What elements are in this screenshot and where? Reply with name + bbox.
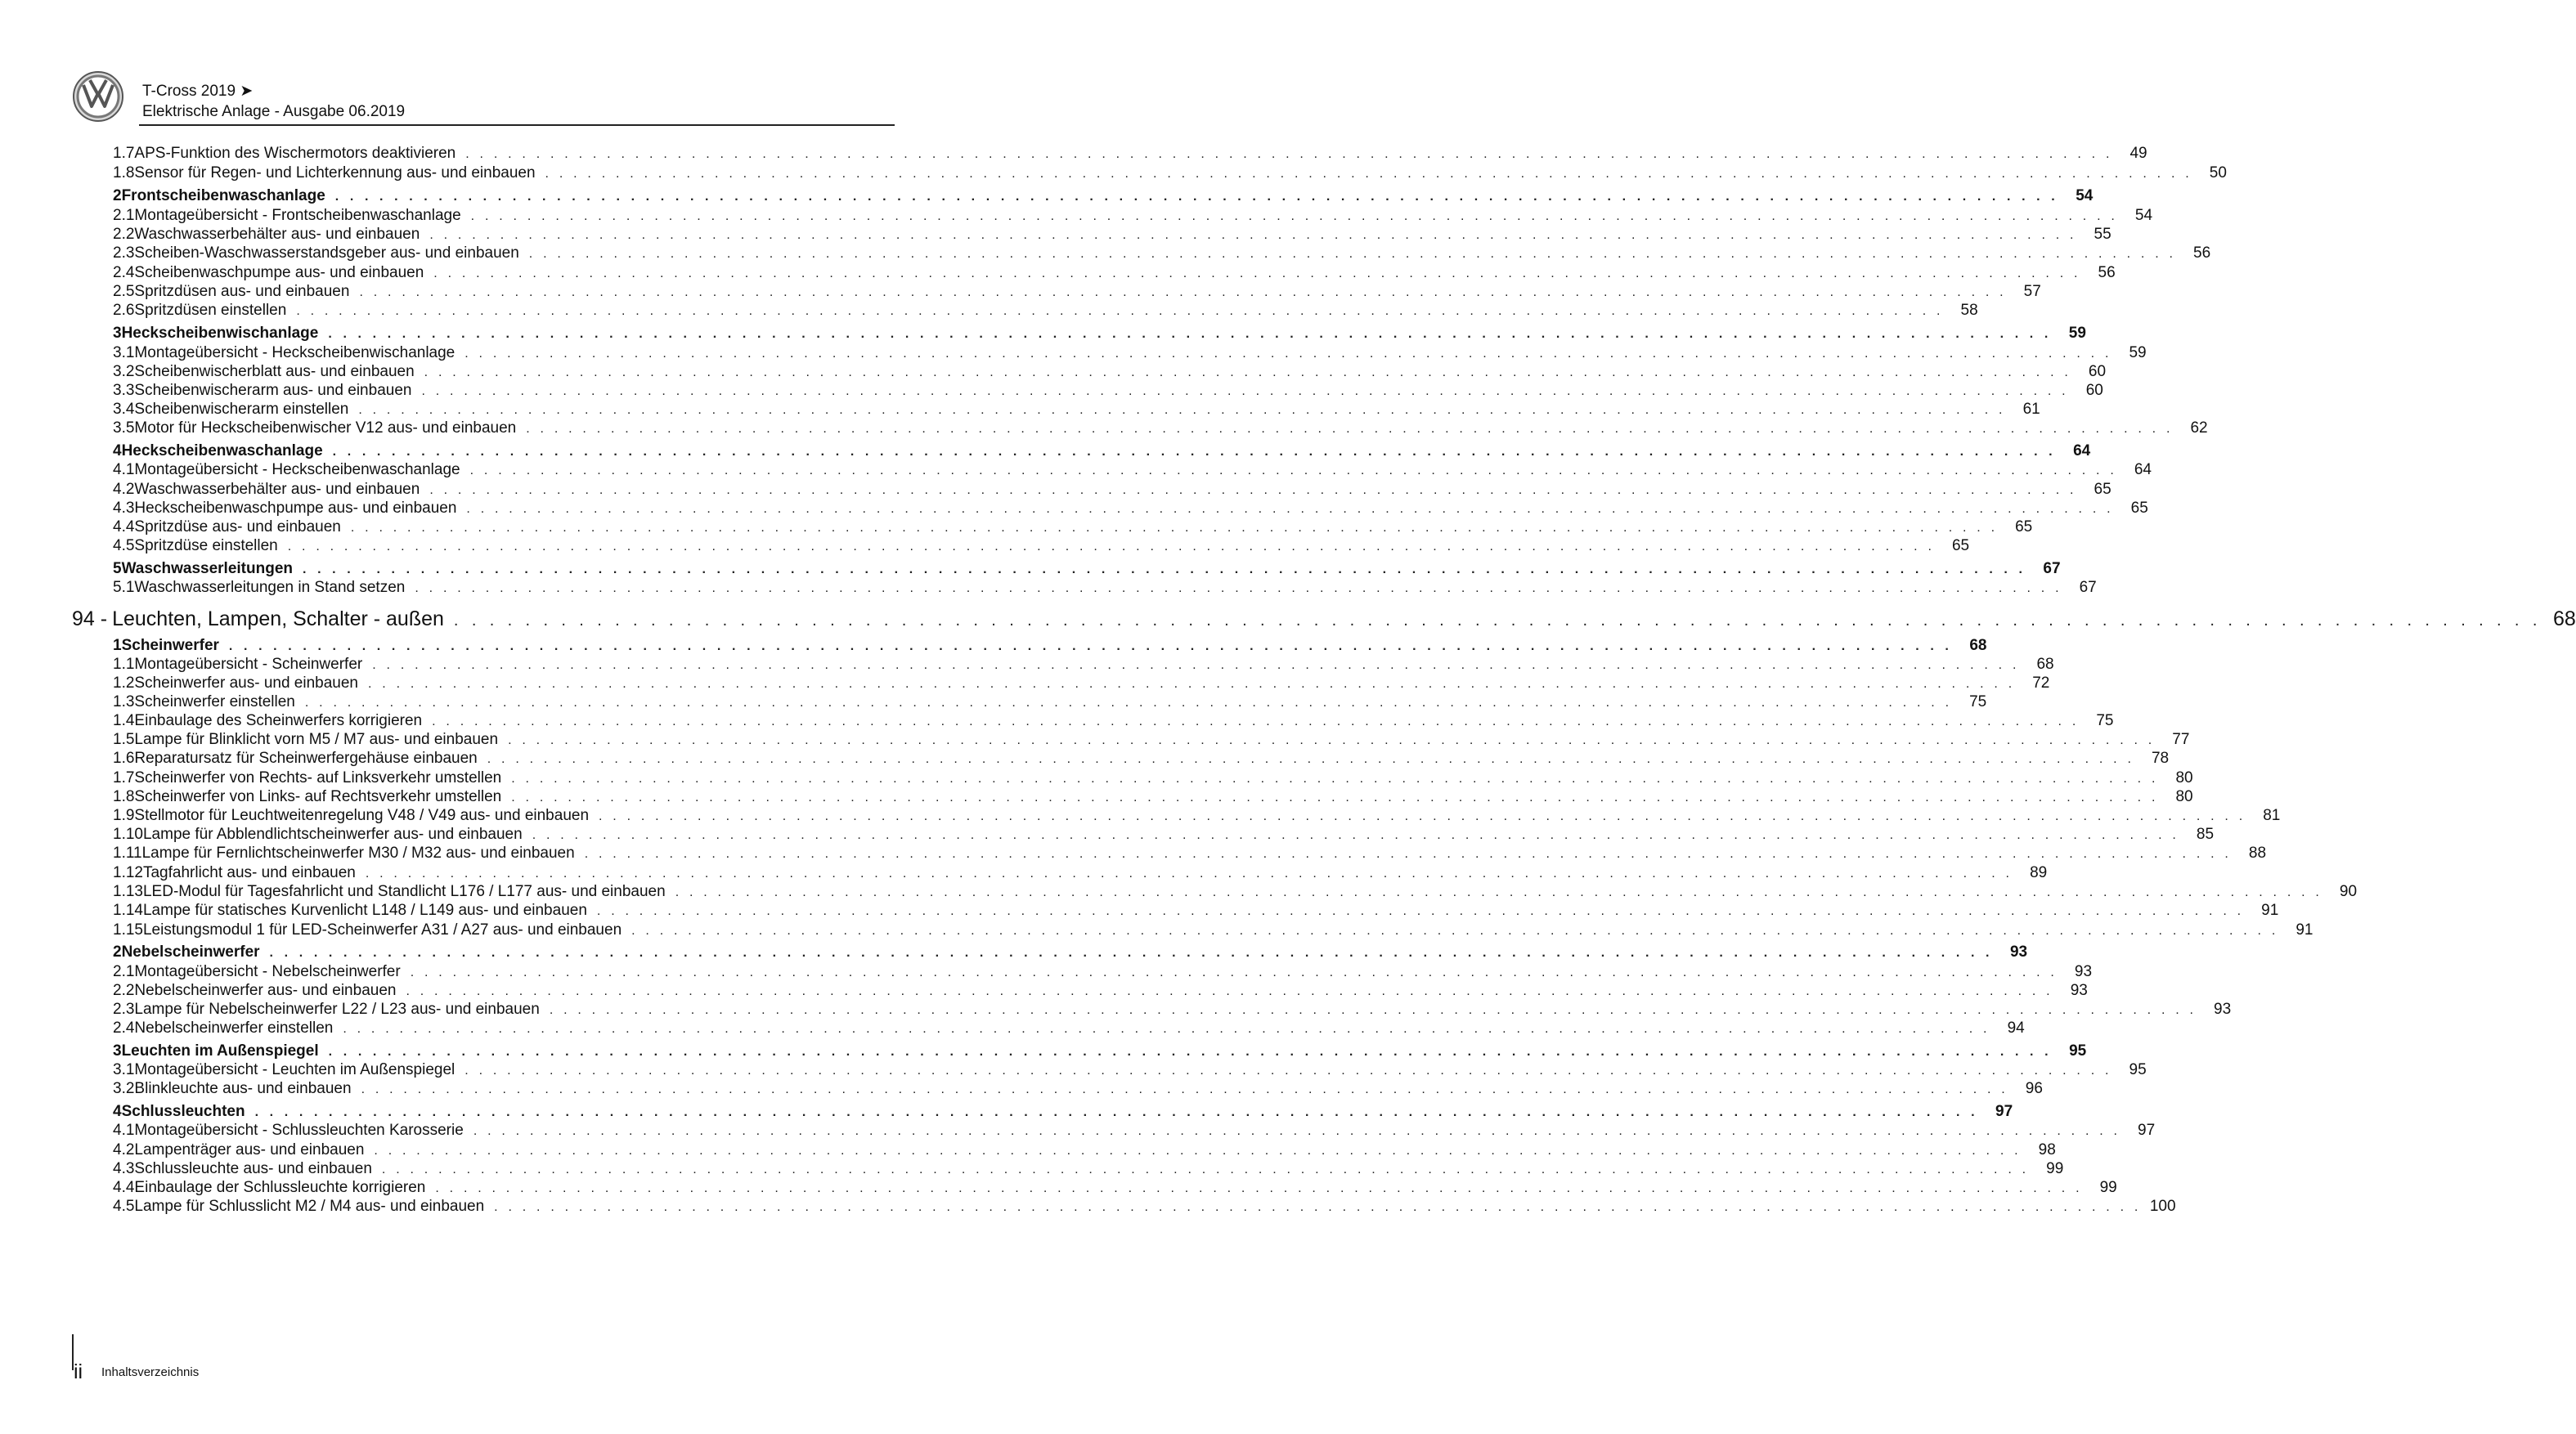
toc-entry-page: 54	[2076, 187, 2094, 204]
toc-entry-title: Einbaulage der Schlussleuchte korrigieren	[134, 1179, 426, 1196]
toc-entry-title: Scheinwerfer von Links- auf Rechtsverkehr umstellen	[134, 788, 502, 805]
toc-entry-title: Scheinwerfer aus- und einbauen	[134, 674, 358, 692]
toc-entry[interactable]	[113, 1102, 2013, 1123]
toc-entry[interactable]	[113, 1178, 2117, 1199]
toc-entry-page: 49	[2129, 145, 2147, 162]
toc-entry-page: 59	[2129, 344, 2147, 361]
toc-entry-page: 98	[2038, 1141, 2056, 1158]
toc-entry[interactable]	[113, 419, 2208, 439]
toc-entry[interactable]	[113, 749, 2170, 769]
toc-entry[interactable]	[113, 536, 1970, 557]
toc-entry-page: 67	[2079, 579, 2097, 596]
toc-entry-page: 72	[2032, 674, 2050, 692]
vw-logo-icon	[72, 70, 124, 123]
toc-entry[interactable]	[113, 244, 2211, 264]
toc-entry-title: Stellmotor für Leuchtweitenregelung V48 / V49 aus- und einbauen	[134, 807, 590, 824]
toc-dot-leader: . . . . . . . . . . . . . . . . . . . . . . . . . . . . . . . . . . . . . . . . . . . . . . . . . . . . . . . . . . . . . . . . . . . . . . . . . . . . . . . . . . . . . . . . . . . . . . . . . . . . . . . . . . . . . . . . . . . . .	[528, 247, 2177, 261]
toc-entry-title: Nebelscheinwerfer	[121, 943, 260, 961]
toc-dot-leader: . . . . . . . . . . . . . . . . . . . . . . . . . . . . . . . . . . . . . . . . . . . . . . . . . . . . . . . . . . . . . . . . . . . . . . . . . . . . . . . . . . . . . . . . . . . . . . . . . . . . . . . . . . . . . . . . . . . . .	[487, 752, 2135, 766]
toc-entry-number: 1.13	[113, 883, 143, 900]
toc-entry-number: 4.2	[113, 481, 135, 498]
toc-entry-number: 3.2	[113, 363, 135, 380]
toc-entry[interactable]	[113, 263, 2116, 284]
toc-entry-number: 5.1	[113, 579, 135, 596]
toc-entry[interactable]	[113, 164, 2227, 184]
toc-entry-page: 91	[2296, 921, 2313, 939]
toc-entry-number: 1.2	[113, 674, 135, 692]
document-model: T-Cross 2019 ➤	[142, 83, 254, 100]
toc-entry-number: 1.6	[113, 750, 135, 767]
toc-entry-page: 62	[2190, 419, 2208, 437]
toc-entry-title: Einbaulage des Scheinwerfers korrigieren	[134, 712, 423, 729]
toc-entry-page: 61	[2022, 401, 2040, 418]
toc-entry-title: Reparatursatz für Scheinwerfergehäuse einbauen	[134, 750, 478, 767]
toc-entry-title: Scheibenwischerblatt aus- und einbauen	[134, 363, 415, 380]
toc-entry-title: APS-Funktion des Wischermotors deaktivieren	[134, 145, 456, 162]
toc-entry-number: 3.5	[113, 419, 135, 437]
toc-entry-title: Lampe für statisches Kurvenlicht L148 / L149 aus- und einbauen	[142, 902, 587, 919]
toc-dot-leader: . . . . . . . . . . . . . . . . . . . . . . . . . . . . . . . . . . . . . . . . . . . . . . . . . . . . . . . . . . . . . . . . . . . . . . . . . . . . . . . . . . . . . . . . . . . . . . . . . . . . . . . . . . . . . . . . . . . . .	[433, 267, 2081, 280]
toc-dot-leader: . . . . . . . . . . . . . . . . . . . . . . . . . . . . . . . . . . . . . . . . . . . . . . . . . . . . . . . . . . . . . . . . . . . . . . . . . . . . . . . . . . . . . . . . . . . . . . . . . . . . . . . . . . . . . . . . . . . . .	[254, 1105, 1979, 1119]
toc-entry-page: 64	[2134, 461, 2152, 478]
toc-dot-leader: . . . . . . . . . . . . . . . . . . . . . . . . . . . . . . . . . . . . . . . . . . . . . . . . . . . . . . . . . . . . . . . . . . . . . . . . . . . . . . . . . . . . . . . . . . . . . . . . . . . . . . . . . . . . . . . . . . . . .	[372, 658, 2020, 672]
toc-entry[interactable]	[113, 1019, 2025, 1039]
toc-entry-title: Montageübersicht - Leuchten im Außenspiegel	[134, 1061, 456, 1078]
toc-entry[interactable]	[113, 674, 2050, 694]
toc-entry-page: 96	[2025, 1080, 2043, 1097]
toc-dot-leader: . . . . . . . . . . . . . . . . . . . . . . . . . . . . . . . . . . . . . . . . . . . . . . . . . . . . . . . . . . . . . . . . . . . . . . . . . . . . . . . . . . . . . . . . . . . . . . . . . . . . . . . . . . . . . . . . . . . . .	[429, 483, 2077, 497]
toc-entry-title: Waschwasserleitungen	[121, 560, 293, 577]
toc-entry-number: 1.10	[113, 826, 143, 843]
toc-entry[interactable]	[113, 692, 1987, 713]
toc-entry[interactable]	[113, 324, 2086, 344]
toc-entry[interactable]	[113, 301, 1978, 321]
toc-entry[interactable]	[113, 769, 2193, 789]
toc-entry-number: 1.7	[113, 145, 135, 162]
toc-entry-number: 2	[113, 187, 122, 204]
toc-entry-number: 4.2	[113, 1141, 135, 1158]
toc-dot-leader: . . . . . . . . . . . . . . . . . . . . . . . . . . . . . . . . . . . . . . . . . . . . . . . . . . . . . . . . . . . . . . . . . . . . . . . . . . . . . . . . . . . . . . . . . . . . . . . . . . . . . . . . . . . . . . . . . . . . .	[328, 327, 2052, 341]
toc-entry[interactable]	[113, 578, 2097, 598]
toc-entry-number: 1.12	[113, 864, 143, 881]
toc-entry-title: Waschwasserleitungen in Stand setzen	[134, 579, 406, 596]
toc-entry-number: 4	[113, 1103, 122, 1120]
toc-entry-title: Tagfahrlicht aus- und einbauen	[142, 864, 356, 881]
toc-dot-leader: . . . . . . . . . . . . . . . . . . . . . . . . . . . . . . . . . . . . . . . . . . . . . . . . . . . . . . . . . . . . . . . . . . . . . . . . . . . . . . . . . . . . . . . . . . . . . . . . . . . . . . . . . . . . . . . . . . . . .	[584, 847, 2233, 861]
toc-entry-title: Lampe für Blinklicht vorn M5 / M7 aus- und einbauen	[134, 731, 499, 748]
toc-entry-page: 65	[2130, 500, 2148, 517]
toc-entry-page: 68	[2553, 607, 2576, 630]
toc-entry-number: 1.15	[113, 921, 143, 939]
toc-dot-leader: . . . . . . . . . . . . . . . . . . . . . . . . . . . . . . . . . . . . . . . . . . . . . . . . . . . . . . . . . . . . . . . . . . . . . . . . . . . . . . . . . . . . . . . . . . . . . . . . . . . . . . . . . . . . . . . . . . . . .	[473, 1124, 2121, 1138]
toc-entry-page: 50	[2209, 164, 2227, 181]
toc-entry-number: 2.4	[113, 1019, 135, 1037]
toc-dot-leader: . . . . . . . . . . . . . . . . . . . . . . . . . . . . . . . . . . . . . . . . . . . . . . . . . . . . . . . . . . . . . . . . . . . . . . . . . . . . . . . . . . . . . . . . . . . . . . . . . . . . . . . . . . . . . . . . . . . . .	[365, 867, 2013, 881]
toc-entry[interactable]	[113, 559, 2061, 580]
toc-entry-number: 2.2	[113, 226, 135, 243]
toc-dot-leader: . . . . . . . . . . . . . . . . . . . . . . . . . . . . . . . . . . . . . . . . . . . . . . . . . . . . . . . . . . . . . . . . . . . . . . . . . . . . . . . . . . . . . . . . . . . . . . . . . . . . . . . . . . . . . . . . . . . . .	[421, 384, 2069, 398]
toc-entry[interactable]	[113, 1159, 2064, 1180]
toc-entry-title: Lampe für Nebelscheinwerfer L22 / L23 aus- und einbauen	[134, 1001, 540, 1018]
toc-entry-page: 97	[1995, 1103, 2013, 1120]
toc-entry-page: 91	[2261, 902, 2279, 919]
toc-dot-leader: . . . . . . . . . . . . . . . . . . . . . . . . . . . . . . . . . . . . . . . . . . . . . . . . . . . . . . . . . . . . . . . . . . . . . . . . . . . . . . . . . . . . . . . . . . . . . . . . . . . . . . . . . . . . . . . . . . . . .	[410, 966, 2058, 979]
toc-dot-leader: . . . . . . . . . . . . . . . . . . . . . . . . . . . . . . . . . . . . . . . . . . . . . . . . . . . . . . . . . . . . . . . . . . . . . . . . . . . . . . . . . . . . . . . . . . . . . . . . . . . . . . . . . . . . . . . . . . . . .	[381, 1163, 2030, 1176]
toc-entry-page: 95	[2129, 1061, 2147, 1078]
toc-entry[interactable]	[113, 144, 2147, 164]
toc-entry-page: 93	[2074, 963, 2093, 980]
toc-entry-number: 2.6	[113, 302, 135, 319]
toc-entry[interactable]	[113, 806, 2281, 827]
toc-entry-page: 81	[2263, 807, 2281, 824]
toc-dot-leader: . . . . . . . . . . . . . . . . . . . . . . . . . . . . . . . . . . . . . . . . . . . . . . . . . . . . . . . . . . . . . . . . . . . . . . . . . . . . . . . . . . . . . . . . . . . . . . . . . . . . . . . . . . . . . . . . . . . . .	[361, 1082, 2008, 1096]
toc-dot-leader: . . . . . . . . . . . . . . . . . . . . . . . . . . . . . . . . . . . . . . . . . . . . . . . . . . . . . . . . . . . . . . . . . . . . . . . . . . . . . . . . . . . . . . . . . . . . . . . . . . . . . . . . . . . . . . . . . . . . .	[432, 715, 2080, 728]
toc-entry-page: 78	[2151, 750, 2170, 767]
toc-entry[interactable]	[113, 460, 2152, 481]
toc-dot-leader: . . . . . . . . . . . . . . . . . . . . . . . . . . . . . . . . . . . . . . . . . . . . . . . . . . . . . . . . . . . . . . . . . . . . . . . . . . . . . . . . . . . . . . . . . . . . . . . . . . . . . . . . . . . . . . . . . . . . .	[359, 285, 2007, 299]
toc-entry-number: 2.1	[113, 963, 135, 980]
toc-entry-title: Motor für Heckscheibenwischer V12 aus- und einbauen	[134, 419, 517, 437]
toc-dot-leader: . . . . . . . . . . . . . . . . . . . . . . . . . . . . . . . . . . . . . . . . . . . . . . . . . . . . . . . . . . . . . . . . . . . . . . . . . . . . . . . . . . . . . . . . . . . . . . . . . . . . . . . . . . . . . . . . . . . . .	[358, 403, 2006, 417]
toc-dot-leader: . . . . . . . . . . . . . . . . . . . . . . . . . . . . . . . . . . . . . . . . . . . . . . . . . . . . . . . . . . . . . . . . . . . . . . . . . . . . . . . . . . . . . . . . . . . . . . . . . . . . . . . . . . . . . . . . . . . . .	[453, 612, 2542, 630]
toc-entry-number: 2.4	[113, 264, 135, 281]
toc-entry[interactable]	[113, 844, 2267, 864]
toc-entry-number: 4.1	[113, 461, 135, 478]
toc-entry-title: Nebelscheinwerfer einstellen	[134, 1019, 334, 1037]
toc-dot-leader: . . . . . . . . . . . . . . . . . . . . . . . . . . . . . . . . . . . . . . . . . . . . . . . . . . . . . . . . . . . . . . . . . . . . . . . . . . . . . . . . . . . . . . . . . . . . . . . . . . . . . . . . . . . . . . . . . . . . .	[334, 190, 2059, 204]
toc-entry-page: 67	[2043, 560, 2061, 577]
toc-entry-page: 94	[2007, 1019, 2025, 1037]
toc-entry[interactable]	[113, 655, 2054, 675]
toc-entry-title: Scheibenwischerarm aus- und einbauen	[134, 382, 412, 399]
toc-entry-page: 65	[2094, 481, 2112, 498]
toc-entry-title: Lampe für Schlusslicht M2 / M4 aus- und einbauen	[134, 1198, 485, 1215]
toc-entry-page: 65	[1951, 537, 1970, 554]
toc-entry[interactable]	[113, 863, 2048, 884]
toc-entry[interactable]	[113, 981, 2088, 1002]
toc-entry-number: 1.1	[113, 656, 135, 673]
toc-entry-number: 4.5	[113, 537, 135, 554]
toc-entry-page: 56	[2193, 244, 2211, 262]
toc-dot-leader: . . . . . . . . . . . . . . . . . . . . . . . . . . . . . . . . . . . . . . . . . . . . . . . . . . . . . . . . . . . . . . . . . . . . . . . . . . . . . . . . . . . . . . . . . . . . . . . . . . . . . . . . . . . . . . . . . . . . .	[429, 228, 2077, 242]
toc-entry-number: 4	[113, 442, 122, 459]
toc-entry-title: Sensor für Regen- und Lichterkennung aus- und einbauen	[134, 164, 536, 181]
toc-entry-page: 57	[2023, 283, 2041, 300]
toc-entry[interactable]	[113, 381, 2103, 401]
toc-entry-number: 1.3	[113, 693, 135, 710]
toc-entry-title: Heckscheibenwaschpumpe aus- und einbauen	[134, 500, 457, 517]
footer-page-number: ii	[74, 1360, 83, 1383]
toc-entry-page: 68	[1969, 637, 1987, 654]
toc-dot-leader: . . . . . . . . . . . . . . . . . . . . . . . . . . . . . . . . . . . . . . . . . . . . . . . . . . . . . . . . . . . . . . . . . . . . . . . . . . . . . . . . . . . . . . . . . . . . . . . . . . . . . . . . . . . . . . . . . . . . .	[269, 946, 1994, 960]
toc-entry[interactable]	[113, 518, 2033, 538]
toc-entry-page: 85	[2196, 826, 2215, 843]
toc-entry-page: 100	[2149, 1198, 2176, 1215]
toc-entry[interactable]	[113, 1000, 2232, 1020]
toc-entry-page: 56	[2098, 264, 2116, 281]
toc-entry-page: 93	[2214, 1001, 2232, 1018]
toc-dot-leader: . . . . . . . . . . . . . . . . . . . . . . . . . . . . . . . . . . . . . . . . . . . . . . . . . . . . . . . . . . . . . . . . . . . . . . . . . . . . . . . . . . . . . . . . . . . . . . . . . . . . . . . . . . . . . . . . . . . . .	[464, 1064, 2112, 1078]
toc-entry-page: 60	[2088, 363, 2107, 380]
toc-entry-title: Schlussleuchte aus- und einbauen	[134, 1160, 372, 1177]
toc-entry-title: Nebelscheinwerfer aus- und einbauen	[134, 982, 397, 999]
toc-dot-leader: . . . . . . . . . . . . . . . . . . . . . . . . . . . . . . . . . . . . . . . . . . . . . . . . . . . . . . . . . . . . . . . . . . . . . . . . . . . . . . . . . . . . . . . . . . . . . . . . . . . . . . . . . . . . . . . . . . . . .	[350, 521, 1999, 535]
toc-entry-number: 2	[113, 943, 122, 961]
toc-entry-number: 4.4	[113, 518, 135, 536]
toc-entry-number: 5	[113, 560, 122, 577]
toc-entry-page: 75	[2096, 712, 2114, 729]
header-rule	[139, 124, 895, 126]
toc-entry-number: 3.2	[113, 1080, 135, 1097]
toc-entry-title: Schlussleuchten	[121, 1103, 245, 1120]
toc-dot-leader: . . . . . . . . . . . . . . . . . . . . . . . . . . . . . . . . . . . . . . . . . . . . . . . . . . . . . . . . . . . . . . . . . . . . . . . . . . . . . . . . . . . . . . . . . . . . . . . . . . . . . . . . . . . . . . . . . . . . .	[332, 445, 2057, 459]
toc-entry[interactable]	[113, 825, 2215, 845]
toc-entry[interactable]	[113, 730, 2190, 751]
footer-label: Inhaltsverzeichnis	[101, 1365, 200, 1379]
toc-dot-leader: . . . . . . . . . . . . . . . . . . . . . . . . . . . . . . . . . . . . . . . . . . . . . . . . . . . . . . . . . . . . . . . . . . . . . . . . . . . . . . . . . . . . . . . . . . . . . . . . . . . . . . . . . . . . . . . . . . . . .	[526, 422, 2174, 436]
toc-entry-number: 3.3	[113, 382, 135, 399]
toc-entry-number: 1.7	[113, 769, 135, 786]
toc-entry-page: 64	[2073, 442, 2091, 459]
toc-entry-title: Montageübersicht - Heckscheibenwaschanlage	[134, 461, 460, 478]
toc-dot-leader: . . . . . . . . . . . . . . . . . . . . . . . . . . . . . . . . . . . . . . . . . . . . . . . . . . . . . . . . . . . . . . . . . . . . . . . . . . . . . . . . . . . . . . . . . . . . . . . . . . . . . . . . . . . . . . . . . . . . .	[424, 365, 2072, 379]
toc-entry-number: 3.4	[113, 401, 135, 418]
toc-entry[interactable]	[113, 921, 2313, 941]
toc-dot-leader: . . . . . . . . . . . . . . . . . . . . . . . . . . . . . . . . . . . . . . . . . . . . . . . . . . . . . . . . . . . . . . . . . . . . . . . . . . . . . . . . . . . . . . . . . . . . . . . . . . . . . . . . . . . . . . . . . . . . .	[511, 791, 2159, 804]
toc-dot-leader: . . . . . . . . . . . . . . . . . . . . . . . . . . . . . . . . . . . . . . . . . . . . . . . . . . . . . . . . . . . . . . . . . . . . . . . . . . . . . . . . . . . . . . . . . . . . . . . . . . . . . . . . . . . . . . . . . . . . .	[596, 904, 2245, 918]
toc-dot-leader: . . . . . . . . . . . . . . . . . . . . . . . . . . . . . . . . . . . . . . . . . . . . . . . . . . . . . . . . . . . . . . . . . . . . . . . . . . . . . . . . . . . . . . . . . . . . . . . . . . . . . . . . . . . . . . . . . . . . .	[368, 677, 2016, 691]
toc-entry-number: 3	[113, 325, 122, 342]
toc-entry[interactable]	[113, 441, 2091, 462]
toc-dot-leader: . . . . . . . . . . . . . . . . . . . . . . . . . . . . . . . . . . . . . . . . . . . . . . . . . . . . . . . . . . . . . . . . . . . . . . . . . . . . . . . . . . . . . . . . . . . . . . . . . . . . . . . . . . . . . . . . . . . . .	[464, 347, 2112, 361]
toc-entry-page: 77	[2172, 731, 2190, 748]
toc-entry-title: Montageübersicht - Heckscheibenwischanlage	[134, 344, 456, 361]
toc-dot-leader: . . . . . . . . . . . . . . . . . . . . . . . . . . . . . . . . . . . . . . . . . . . . . . . . . . . . . . . . . . . . . . . . . . . . . . . . . . . . . . . . . . . . . . . . . . . . . . . . . . . . . . . . . . . . . . . . . . . . .	[470, 209, 2119, 223]
toc-entry[interactable]	[113, 787, 2193, 808]
toc-entry-title: Scheibenwaschpumpe aus- und einbauen	[134, 264, 424, 281]
toc-dot-leader: . . . . . . . . . . . . . . . . . . . . . . . . . . . . . . . . . . . . . . . . . . . . . . . . . . . . . . . . . . . . . . . . . . . . . . . . . . . . . . . . . . . . . . . . . . . . . . . . . . . . . . . . . . . . . . . . . . . . .	[435, 1181, 2083, 1195]
toc-entry-number: 1	[113, 637, 122, 654]
toc-entry-number: 4.3	[113, 1160, 135, 1177]
toc-dot-leader: . . . . . . . . . . . . . . . . . . . . . . . . . . . . . . . . . . . . . . . . . . . . . . . . . . . . . . . . . . . . . . . . . . . . . . . . . . . . . . . . . . . . . . . . . . . . . . . . . . . . . . . . . . . . . . . . . . . . .	[549, 1003, 2197, 1017]
toc-dot-leader: . . . . . . . . . . . . . . . . . . . . . . . . . . . . . . . . . . . . . . . . . . . . . . . . . . . . . . . . . . . . . . . . . . . . . . . . . . . . . . . . . . . . . . . . . . . . . . . . . . . . . . . . . . . . . . . . . . . . .	[465, 147, 2113, 161]
toc-dot-leader: . . . . . . . . . . . . . . . . . . . . . . . . . . . . . . . . . . . . . . . . . . . . . . . . . . . . . . . . . . . . . . . . . . . . . . . . . . . . . . . . . . . . . . . . . . . . . . . . . . . . . . . . . . . . . . . . . . . . .	[599, 809, 2246, 823]
toc-entry-number: 3	[113, 1042, 122, 1060]
toc-dot-leader: . . . . . . . . . . . . . . . . . . . . . . . . . . . . . . . . . . . . . . . . . . . . . . . . . . . . . . . . . . . . . . . . . . . . . . . . . . . . . . . . . . . . . . . . . . . . . . . . . . . . . . . . . . . . . . . . . . . . .	[631, 924, 2279, 938]
toc-entry-title: Scheinwerfer von Rechts- auf Linksverkehr umstellen	[134, 769, 502, 786]
toc-entry[interactable]	[113, 1079, 2043, 1100]
toc-entry-number: 1.11	[113, 845, 142, 862]
toc-dot-leader: . . . . . . . . . . . . . . . . . . . . . . . . . . . . . . . . . . . . . . . . . . . . . . . . . . . . . . . . . . . . . . . . . . . . . . . . . . . . . . . . . . . . . . . . . . . . . . . . . . . . . . . . . . . . . . . . . . . . .	[415, 581, 2062, 595]
toc-entry-title: Spritzdüse einstellen	[134, 537, 278, 554]
toc-entry-number: 1.5	[113, 731, 135, 748]
toc-entry[interactable]	[113, 343, 2147, 364]
toc-entry-number: 3.1	[113, 1061, 135, 1078]
toc-entry-page: 54	[2134, 207, 2153, 224]
toc-entry-title: Waschwasserbehälter aus- und einbauen	[134, 226, 420, 243]
toc-entry-number: 1.4	[113, 712, 135, 729]
toc-dot-leader: . . . . . . . . . . . . . . . . . . . . . . . . . . . . . . . . . . . . . . . . . . . . . . . . . . . . . . . . . . . . . . . . . . . . . . . . . . . . . . . . . . . . . . . . . . . . . . . . . . . . . . . . . . . . . . . . . . . . .	[296, 304, 1944, 318]
toc-entry-number: 4.3	[113, 500, 135, 517]
toc-entry-number: 2.1	[113, 207, 135, 224]
toc-entry-title: Leuchten im Außenspiegel	[121, 1042, 319, 1060]
toc-entry-number: 4.5	[113, 1198, 135, 1215]
toc-dot-leader: . . . . . . . . . . . . . . . . . . . . . . . . . . . . . . . . . . . . . . . . . . . . . . . . . . . . . . . . . . . . . . . . . . . . . . . . . . . . . . . . . . . . . . . . . . . . . . . . . . . . . . . . . . . . . . . . . . . . .	[675, 885, 2323, 899]
toc-entry-page: 88	[2248, 845, 2267, 862]
toc-dot-leader: . . . . . . . . . . . . . . . . . . . . . . . . . . . . . . . . . . . . . . . . . . . . . . . . . . . . . . . . . . . . . . . . . . . . . . . . . . . . . . . . . . . . . . . . . . . . . . . . . . . . . . . . . . . . . . . . . . . . .	[287, 540, 1936, 553]
toc-entry[interactable]	[113, 901, 2279, 921]
toc-entry-title: Heckscheibenwaschanlage	[121, 442, 323, 459]
toc-dot-leader: . . . . . . . . . . . . . . . . . . . . . . . . . . . . . . . . . . . . . . . . . . . . . . . . . . . . . . . . . . . . . . . . . . . . . . . . . . . . . . . . . . . . . . . . . . . . . . . . . . . . . . . . . . . . . . . . . . . . .	[508, 733, 2156, 747]
toc-entry-title: Lampenträger aus- und einbauen	[134, 1141, 365, 1158]
toc-entry[interactable]	[113, 282, 2041, 302]
toc-entry-title: Spritzdüse aus- und einbauen	[134, 518, 341, 536]
toc-entry-page: 55	[2094, 226, 2112, 243]
document-subtitle: Elektrische Anlage - Ausgabe 06.2019	[142, 103, 406, 120]
toc-entry[interactable]	[113, 636, 1987, 657]
toc-entry-number: 1.9	[113, 807, 135, 824]
toc-dot-leader: . . . . . . . . . . . . . . . . . . . . . . . . . . . . . . . . . . . . . . . . . . . . . . . . . . . . . . . . . . . . . . . . . . . . . . . . . . . . . . . . . . . . . . . . . . . . . . . . . . . . . . . . . . . . . . . . . . . . .	[304, 696, 1953, 710]
toc-entry-title: Montageübersicht - Frontscheibenwaschanlage	[134, 207, 461, 224]
toc-entry-title: Scheibenwischerarm einstellen	[134, 401, 349, 418]
toc-entry-number: 1.8	[113, 788, 135, 805]
toc-entry-title: Frontscheibenwaschanlage	[121, 187, 325, 204]
toc-entry-title: Leuchten, Lampen, Schalter - außen	[112, 607, 444, 630]
toc-entry-number: 2.5	[113, 283, 135, 300]
toc-entry[interactable]	[113, 1197, 2176, 1217]
toc-entry-title: Scheinwerfer einstellen	[134, 693, 295, 710]
toc-entry-page: 68	[2036, 656, 2054, 673]
toc-entry-title: Scheiben-Waschwasserstandsgeber aus- und einbauen	[134, 244, 519, 262]
toc-entry-title: Montageübersicht - Nebelscheinwerfer	[134, 963, 401, 980]
toc-entry[interactable]	[113, 711, 2114, 732]
toc-entry-number: 4.4	[113, 1179, 135, 1196]
toc-entry-page: 80	[2175, 788, 2193, 805]
toc-entry[interactable]	[113, 225, 2112, 245]
toc-entry-title: Montageübersicht - Scheinwerfer	[134, 656, 363, 673]
toc-entry-page: 99	[2099, 1179, 2117, 1196]
toc-entry-number: 4.1	[113, 1122, 135, 1139]
toc-entry-page: 99	[2046, 1160, 2064, 1177]
toc-dot-leader: . . . . . . . . . . . . . . . . . . . . . . . . . . . . . . . . . . . . . . . . . . . . . . . . . . . . . . . . . . . . . . . . . . . . . . . . . . . . . . . . . . . . . . . . . . . . . . . . . . . . . . . . . . . . . . . . . . . . .	[228, 639, 1953, 653]
toc-entry[interactable]	[113, 480, 2112, 500]
toc-entry-number: 1.8	[113, 164, 135, 181]
toc-entry-number: 2.3	[113, 1001, 135, 1018]
toc-entry[interactable]	[113, 962, 2093, 983]
toc-entry-page: 97	[2138, 1122, 2156, 1139]
toc-entry-title: Blinkleuchte aus- und einbauen	[134, 1080, 352, 1097]
toc-dot-leader: . . . . . . . . . . . . . . . . . . . . . . . . . . . . . . . . . . . . . . . . . . . . . . . . . . . . . . . . . . . . . . . . . . . . . . . . . . . . . . . . . . . . . . . . . . . . . . . . . . . . . . . . . . . . . . . . . . . . .	[466, 502, 2114, 516]
toc-entry[interactable]	[113, 1042, 2087, 1062]
toc-entry-title: Heckscheibenwischanlage	[121, 325, 319, 342]
toc-entry-page: 58	[1960, 302, 1978, 319]
toc-dot-leader: . . . . . . . . . . . . . . . . . . . . . . . . . . . . . . . . . . . . . . . . . . . . . . . . . . . . . . . . . . . . . . . . . . . . . . . . . . . . . . . . . . . . . . . . . . . . . . . . . . . . . . . . . . . . . . . . . . . . .	[469, 464, 2117, 477]
toc-entry-page: 60	[2085, 382, 2103, 399]
toc-dot-leader: . . . . . . . . . . . . . . . . . . . . . . . . . . . . . . . . . . . . . . . . . . . . . . . . . . . . . . . . . . . . . . . . . . . . . . . . . . . . . . . . . . . . . . . . . . . . . . . . . . . . . . . . . . . . . . . . . . . . .	[374, 1144, 2022, 1158]
toc-entry[interactable]	[113, 400, 2040, 420]
toc-entry-title: Spritzdüsen einstellen	[134, 302, 287, 319]
toc-entry-number: 2.2	[113, 982, 135, 999]
toc-entry-page: 95	[2069, 1042, 2087, 1060]
toc-entry-title: LED-Modul für Tagesfahrlicht und Standlicht L176 / L177 aus- und einbauen	[142, 883, 666, 900]
toc-entry[interactable]	[113, 1060, 2147, 1081]
toc-entry-page: 80	[2175, 769, 2193, 786]
toc-entry[interactable]	[113, 499, 2148, 519]
toc-dot-leader: . . . . . . . . . . . . . . . . . . . . . . . . . . . . . . . . . . . . . . . . . . . . . . . . . . . . . . . . . . . . . . . . . . . . . . . . . . . . . . . . . . . . . . . . . . . . . . . . . . . . . . . . . . . . . . . . . . . . .	[545, 167, 2192, 181]
toc-entry[interactable]	[113, 1121, 2156, 1141]
toc-entry-page: 65	[2015, 518, 2033, 536]
toc-entry[interactable]	[113, 206, 2153, 226]
toc-entry-title: Lampe für Fernlichtscheinwerfer M30 / M32 aus- und einbauen	[141, 845, 575, 862]
toc-dot-leader: . . . . . . . . . . . . . . . . . . . . . . . . . . . . . . . . . . . . . . . . . . . . . . . . . . . . . . . . . . . . . . . . . . . . . . . . . . . . . . . . . . . . . . . . . . . . . . . . . . . . . . . . . . . . . . . . . . . . .	[303, 562, 2026, 576]
toc-dot-leader: . . . . . . . . . . . . . . . . . . . . . . . . . . . . . . . . . . . . . . . . . . . . . . . . . . . . . . . . . . . . . . . . . . . . . . . . . . . . . . . . . . . . . . . . . . . . . . . . . . . . . . . . . . . . . . . . . . . . .	[328, 1045, 2053, 1059]
toc-entry[interactable]	[113, 943, 2028, 963]
toc-entry-number: 94 -	[72, 607, 108, 630]
toc-dot-leader: . . . . . . . . . . . . . . . . . . . . . . . . . . . . . . . . . . . . . . . . . . . . . . . . . . . . . . . . . . . . . . . . . . . . . . . . . . . . . . . . . . . . . . . . . . . . . . . . . . . . . . . . . . . . . . . . . . . . .	[511, 772, 2159, 786]
toc-entry-title: Spritzdüsen aus- und einbauen	[134, 283, 350, 300]
toc-entry-title: Leistungsmodul 1 für LED-Scheinwerfer A31 / A27 aus- und einbauen	[142, 921, 622, 939]
toc-dot-leader: . . . . . . . . . . . . . . . . . . . . . . . . . . . . . . . . . . . . . . . . . . . . . . . . . . . . . . . . . . . . . . . . . . . . . . . . . . . . . . . . . . . . . . . . . . . . . . . . . . . . . . . . . . . . . . . . . . . . .	[494, 1200, 2142, 1214]
toc-entry[interactable]	[113, 362, 2107, 383]
toc-entry[interactable]	[113, 1140, 2056, 1161]
toc-entry-title: Waschwasserbehälter aus- und einbauen	[134, 481, 420, 498]
toc-entry-page: 90	[2339, 883, 2358, 900]
toc-entry-page: 89	[2030, 864, 2048, 881]
toc-dot-leader: . . . . . . . . . . . . . . . . . . . . . . . . . . . . . . . . . . . . . . . . . . . . . . . . . . . . . . . . . . . . . . . . . . . . . . . . . . . . . . . . . . . . . . . . . . . . . . . . . . . . . . . . . . . . . . . . . . . . .	[406, 984, 2053, 998]
toc-entry-title: Scheinwerfer	[121, 637, 219, 654]
toc-entry[interactable]	[113, 882, 2358, 903]
toc-entry-number: 2.3	[113, 244, 135, 262]
toc-entry[interactable]	[113, 186, 2094, 207]
toc-entry-title: Montageübersicht - Schlussleuchten Karosserie	[134, 1122, 464, 1139]
toc-entry-title: Lampe für Abblendlichtscheinwerfer aus- und einbauen	[142, 826, 523, 843]
toc-dot-leader: . . . . . . . . . . . . . . . . . . . . . . . . . . . . . . . . . . . . . . . . . . . . . . . . . . . . . . . . . . . . . . . . . . . . . . . . . . . . . . . . . . . . . . . . . . . . . . . . . . . . . . . . . . . . . . . . . . . . .	[532, 828, 2180, 842]
toc-entry-page: 75	[1969, 693, 1987, 710]
toc-entry-page: 93	[2009, 943, 2028, 961]
page-header	[72, 70, 895, 123]
toc-entry[interactable]	[72, 607, 2576, 633]
toc-dot-leader: . . . . . . . . . . . . . . . . . . . . . . . . . . . . . . . . . . . . . . . . . . . . . . . . . . . . . . . . . . . . . . . . . . . . . . . . . . . . . . . . . . . . . . . . . . . . . . . . . . . . . . . . . . . . . . . . . . . . .	[343, 1022, 1990, 1036]
toc-entry-page: 59	[2068, 325, 2086, 342]
toc-entry-page: 93	[2070, 982, 2088, 999]
toc-entry-number: 1.14	[113, 902, 143, 919]
toc-entry-number: 3.1	[113, 344, 135, 361]
